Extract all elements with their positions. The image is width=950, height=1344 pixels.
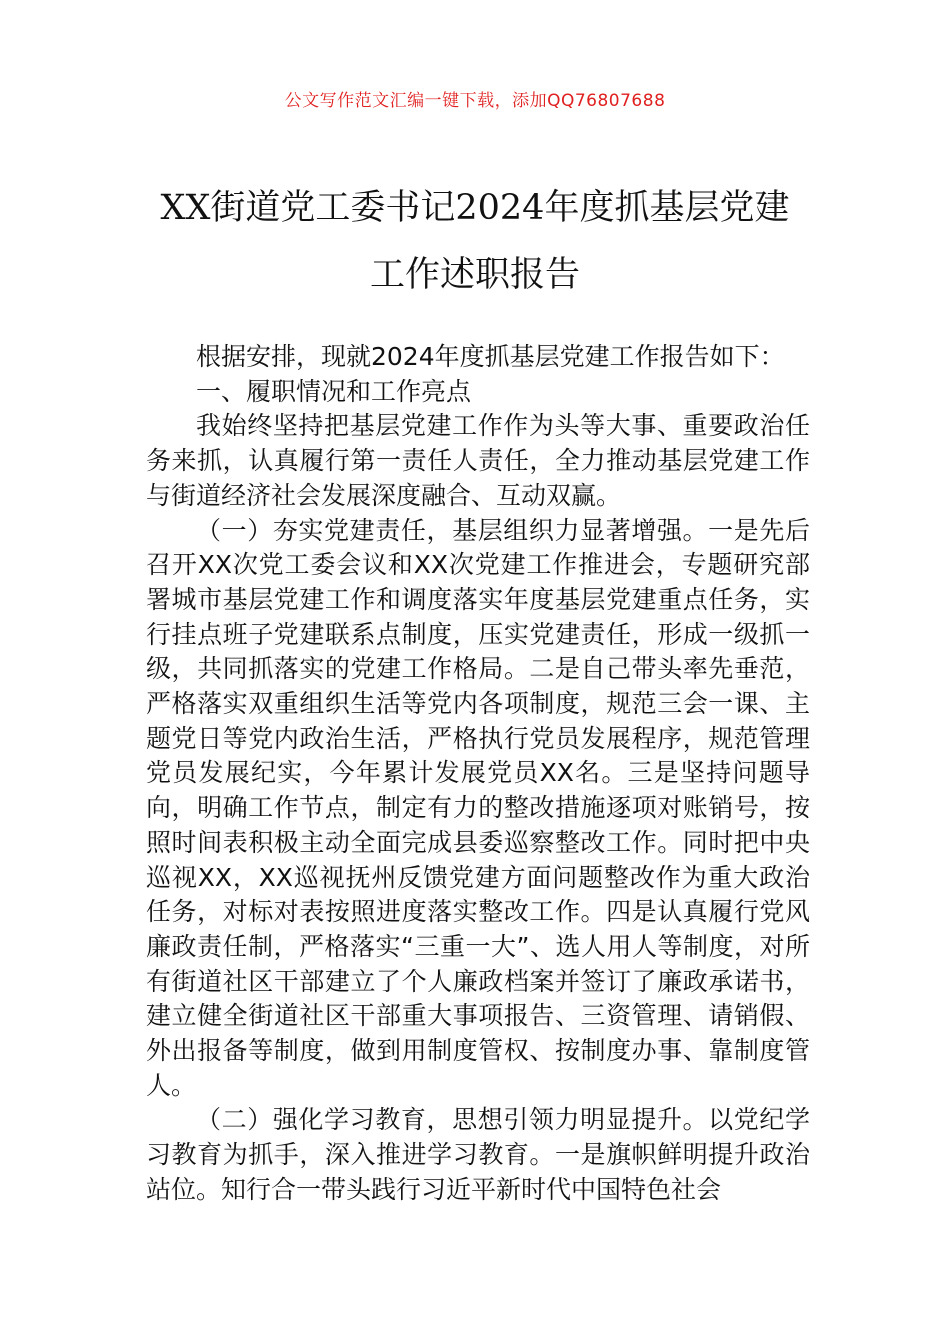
paragraph: 我始终坚持把基层党建工作作为头等大事、重要政治任务来抓，认真履行第一责任人责任，全力推动基层党建工作与街道经济社会发展深度融合、互动双赢。 <box>146 411 810 510</box>
document-body <box>146 340 810 1208</box>
paragraph-intro: 根据安排，现就2024年度抓基层党建工作报告如下： <box>196 342 785 371</box>
paragraph: （二）强化学习教育，思想引领力明显提升。以党纪学习教育为抓手，深入推进学习教育。一是旗帜鲜明提升政治站位。知行合一带头践行习近平新时代中国特色社会 <box>146 1105 810 1204</box>
document-title-line-2: 工作述职报告 <box>369 255 580 295</box>
document-title-line-1: XX街道党工委书记2024年度抓基层党建 <box>160 188 790 228</box>
paragraph: （一）夯实党建责任，基层组织力显著增强。一是先后召开XX次党工委会议和XX次党建工作推进会，专题研究部署城市基层党建工作和调度落实年度基层党建重点任务，实行挂点班子党建联系点制度，压实党建责任，形成一级抓一级，共同抓落实的党建工作格局。二是自己带头率先垂范，严格落实双重组织生活等党内各项制度，规范三会一课、主题党日等党内政治生活，严格执行党员发展程序，规范管理党员发展纪实，今年累计发展党员XX名。三是坚持问题导向，明确工作节点，制定有力的整改措施逐项对账销号，按照时间表积极主动全面完成县委巡察整改工作。同时把中央巡视XX，XX巡视抚州反馈党建方面问题整改作为重大政治任务，对标对表按照进度落实整改工作。四是认真履行党风廉政责任制，严格落实“三重一大”、选人用人等制度，对所有街道社区干部建立了个人廉政档案并签订了廉政承诺书，建立健全街道社区干部重大事项报告、三资管理、请销假、外出报备等制度，做到用制度管权、按制度办事、靠制度管人。 <box>146 515 810 1100</box>
section-heading: 一、履职情况和工作亮点 <box>196 376 472 406</box>
download-banner: 公文写作范文汇编一键下载，添加QQ76807688 <box>284 91 666 111</box>
